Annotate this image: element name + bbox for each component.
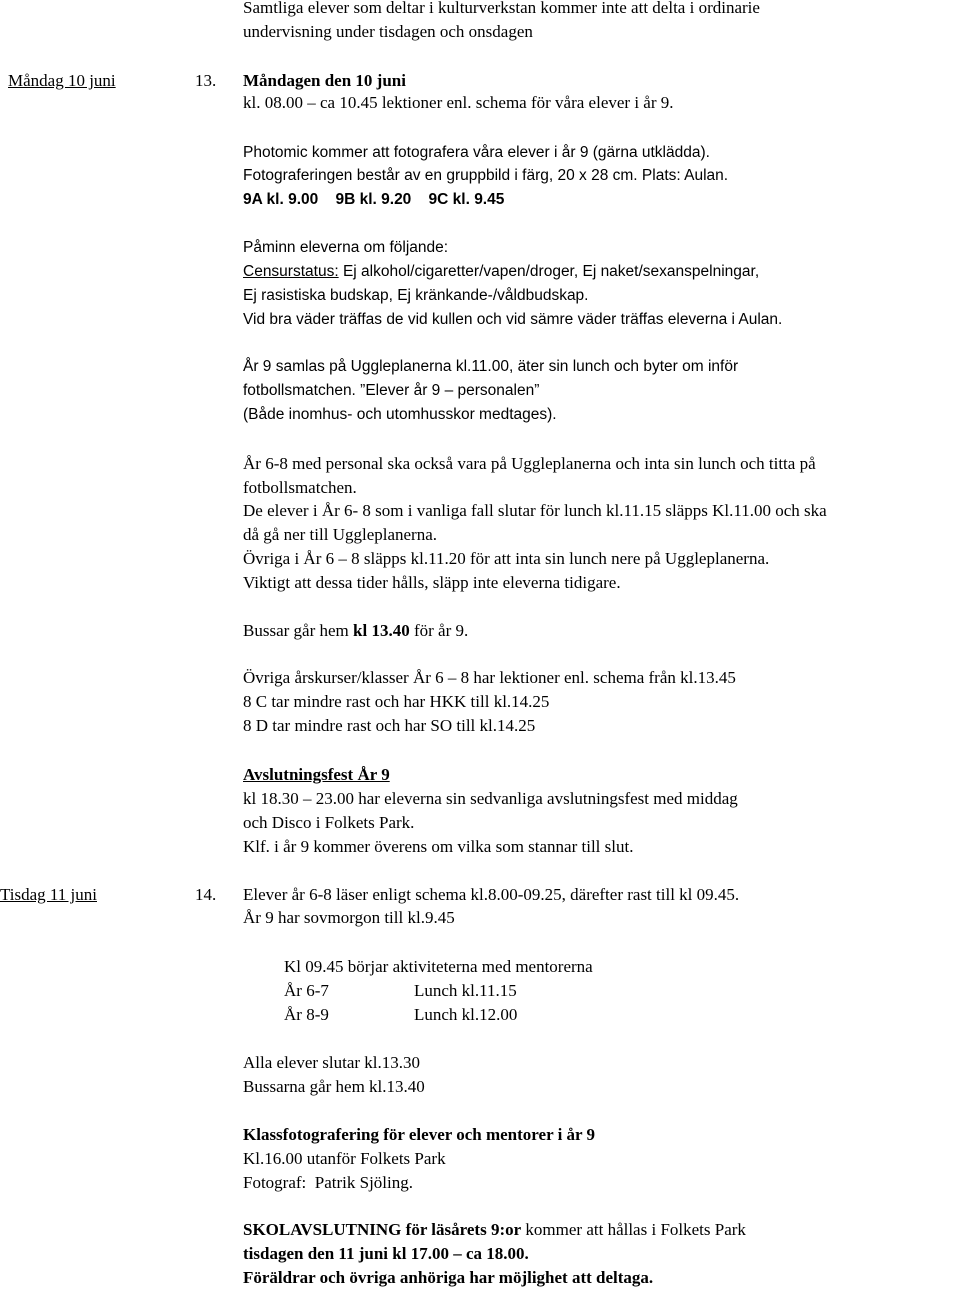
graduation-title: SKOLAVSLUTNING för läsårets 9:or	[243, 1220, 522, 1239]
fest-line-2: och Disco i Folkets Park.	[243, 813, 415, 832]
year68-line-2: fotbollsmatchen.	[243, 478, 357, 497]
lunch-grade: År 6-7	[284, 981, 329, 1000]
graduation-time: tisdagen den 11 juni kl 17.00 – ca 18.00.	[243, 1244, 529, 1263]
lunch-time: Lunch kl.12.00	[414, 1005, 518, 1024]
end-line-1: Alla elever slutar kl.13.30	[243, 1053, 421, 1072]
end-line-2: Bussarna går hem kl.13.40	[243, 1077, 425, 1096]
photo-line-2: Fotograferingen består av en gruppbild i färg, 20 x 28 cm. Plats: Aulan.	[243, 167, 729, 184]
remind-heading: Påminn eleverna om följande:	[243, 239, 449, 256]
lunch-row	[284, 1003, 517, 1027]
classphoto-heading: Klassfotografering för elever och mentorer i år 9	[243, 1125, 596, 1144]
day13-heading: Måndagen den 10 juni	[243, 71, 406, 90]
fest-line-1: kl 18.30 – 23.00 har eleverna sin sedvanliga avslutningsfest med middag	[243, 789, 738, 808]
year68-line-6: Viktigt att dessa tider hålls, släpp inte eleverna tidigare.	[243, 573, 621, 592]
year68-line-4: då gå ner till Uggleplanerna.	[243, 525, 438, 544]
mentor-line: Kl 09.45 börjar aktiviteterna med mentorerna	[284, 957, 593, 976]
classphoto-place: Kl.16.00 utanför Folkets Park	[243, 1149, 446, 1168]
lunch-grade: År 8-9	[284, 1005, 329, 1024]
date-monday: Måndag 10 juni	[8, 71, 116, 90]
day13-schedule: kl. 08.00 – ca 10.45 lektioner enl. schema för våra elever i år 9.	[243, 93, 674, 112]
photo-times: 9A kl. 9.00 9B kl. 9.20 9C kl. 9.45	[243, 191, 505, 208]
bus-line	[243, 619, 468, 643]
bus-text: Bussar går hem	[243, 621, 354, 640]
other-line-3: 8 D tar mindre rast och har SO till kl.14.25	[243, 716, 536, 735]
graduation-place: kommer att hållas i Folkets Park	[521, 1220, 746, 1239]
year9-line-2: fotbollsmatchen. ”Elever år 9 – personalen”	[243, 382, 540, 399]
lunch-time: Lunch kl.11.15	[414, 981, 517, 1000]
day14-line-1: Elever år 6-8 läser enligt schema kl.8.00-09.25, därefter rast till kl 09.45.	[243, 885, 740, 904]
date-tuesday: Tisdag 11 juni	[0, 885, 97, 904]
other-line-2: 8 C tar mindre rast och har HKK till kl.14.25	[243, 692, 550, 711]
censor-text: Ej alkohol/cigaretter/vapen/droger, Ej naket/sexanspelningar,	[338, 263, 760, 280]
item-number-13: 13.	[195, 71, 217, 90]
day14-line-2: År 9 har sovmorgon till kl.9.45	[243, 908, 455, 927]
intro-line-2: undervisning under tisdagen och onsdagen	[243, 22, 533, 41]
censor-label: Censurstatus:	[243, 263, 339, 280]
intro-line-1: Samtliga elever som deltar i kulturverkstan kommer inte att delta i ordinarie	[243, 0, 760, 17]
graduation-line-1	[243, 1218, 746, 1242]
other-line-1: Övriga årskurser/klasser År 6 – 8 har lektioner enl. schema från kl.13.45	[243, 668, 736, 687]
year9-line-3: (Både inomhus- och utomhusskor medtages).	[243, 406, 557, 423]
fest-heading: Avslutningsfest År 9	[243, 765, 390, 784]
graduation-parents: Föräldrar och övriga anhöriga har möjlighet att deltaga.	[243, 1268, 654, 1287]
censor-line-2: Ej rasistiska budskap, Ej kränkande-/våldbudskap.	[243, 287, 589, 304]
lunch-row	[284, 979, 517, 1003]
weather-note: Vid bra väder träffas de vid kullen och vid sämre väder träffas eleverna i Aulan.	[243, 311, 783, 328]
censor-line-1	[243, 260, 759, 284]
bus-time: kl 13.40	[353, 621, 410, 640]
photo-line-1: Photomic kommer att fotografera våra elever i år 9 (gärna utklädda).	[243, 144, 710, 161]
year68-line-5: Övriga i År 6 – 8 släpps kl.11.20 för att inta sin lunch nere på Uggleplanerna.	[243, 549, 770, 568]
item-number-14: 14.	[195, 885, 217, 904]
fest-line-3: Klf. i år 9 kommer överens om vilka som stannar till slut.	[243, 837, 634, 856]
year9-line-1: År 9 samlas på Uggleplanerna kl.11.00, äter sin lunch och byter om inför	[243, 358, 739, 375]
year68-line-1: År 6-8 med personal ska också vara på Uggleplanerna och inta sin lunch och titta på	[243, 454, 816, 473]
year68-line-3: De elever i År 6- 8 som i vanliga fall slutar för lunch kl.11.15 släpps Kl.11.00 och ska	[243, 501, 827, 520]
photographer: Fotograf: Patrik Sjöling.	[243, 1173, 413, 1192]
bus-suffix: för år 9.	[409, 621, 469, 640]
